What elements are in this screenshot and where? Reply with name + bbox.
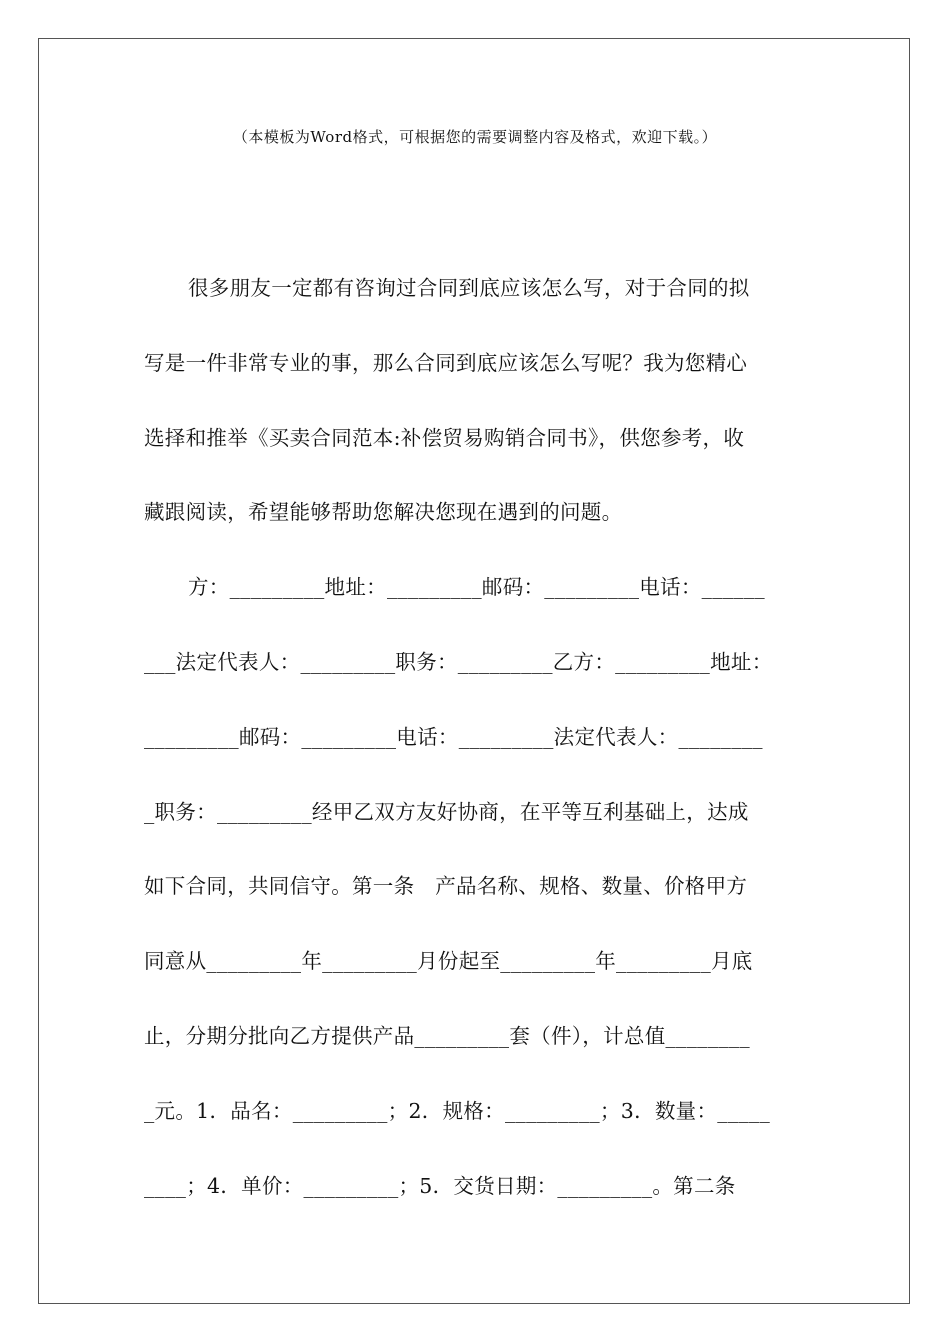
contract-line-6: 同意从_________年_________月份起至_________年_________月底: [144, 949, 753, 974]
contract-line-3: _________邮码：_________电话：_________法定代表人：________: [144, 724, 763, 749]
contract-line-9: ____；4．单价：_________；5．交货日期：_________。第二条: [144, 1173, 736, 1198]
contract-line-2: ___法定代表人：_________职务：_________乙方：_________地址：: [144, 649, 773, 674]
intro-line-4: 藏跟阅读，希望能够帮助您解决您现在遇到的问题。: [144, 500, 623, 525]
contract-line-8: _元。1．品名：_________；2．规格：_________；3．数量：_____: [144, 1098, 771, 1123]
contract-line-7: 止，分期分批向乙方提供产品_________套（件），计总值________: [144, 1023, 750, 1048]
contract-line-5: 如下合同，共同信守。第一条 产品名称、规格、数量、价格甲方: [144, 874, 748, 899]
intro-line-1: 很多朋友一定都有咨询过合同到底应该怎么写，对于合同的拟: [188, 276, 750, 300]
contract-line-4: _职务：_________经甲乙双方友好协商，在平等互利基础上，达成: [144, 799, 749, 824]
template-note: （本模板为Word格式，可根据您的需要调整内容及格式，欢迎下载。）: [232, 128, 718, 146]
intro-line-3: 选择和推举《买卖合同范本:补偿贸易购销合同书》，供您参考，收: [144, 425, 745, 450]
document-body: [144, 262, 804, 1234]
contract-line-1: 方：_________地址：_________邮码：_________电话：______: [188, 575, 765, 600]
intro-line-2: 写是一件非常专业的事，那么合同到底应该怎么写呢？我为您精心: [144, 350, 748, 375]
